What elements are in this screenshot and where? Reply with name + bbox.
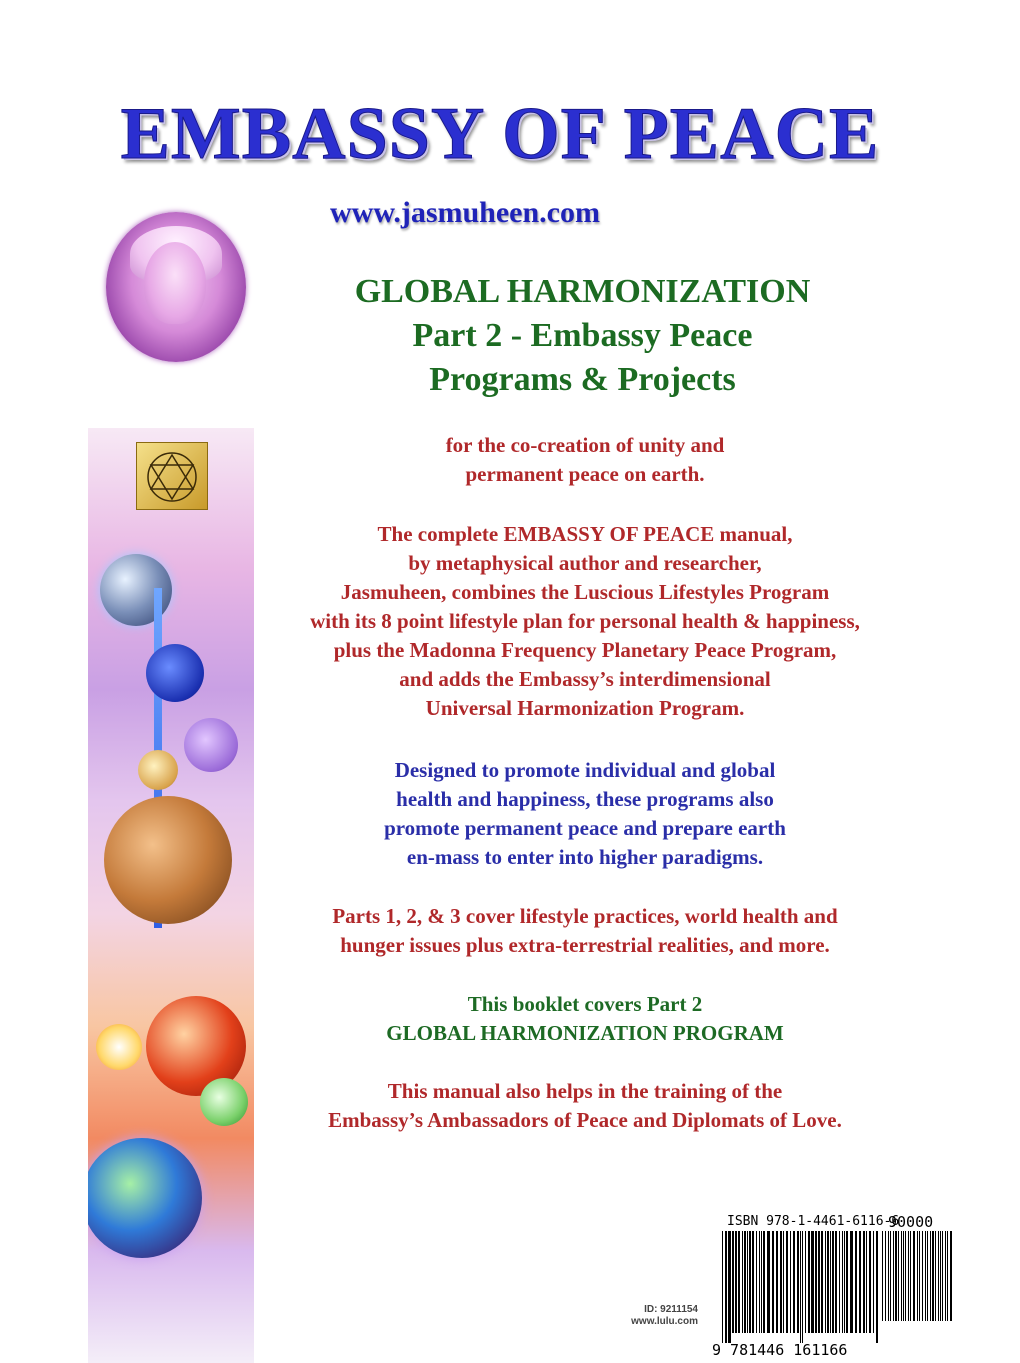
barcode-bar — [942, 1231, 943, 1321]
barcode-bar — [815, 1231, 817, 1333]
barcode-bar — [756, 1231, 757, 1333]
barcode-bar — [767, 1231, 770, 1333]
designed-paragraph — [270, 756, 900, 872]
barcode-bar — [825, 1231, 826, 1333]
designed-line: en-mass to enter into higher paradigms. — [406, 845, 764, 869]
heading-line-3: Programs & Projects — [429, 361, 736, 398]
barcode-bar — [759, 1231, 760, 1333]
barcode-bar — [917, 1231, 918, 1321]
parts-paragraph — [270, 902, 900, 960]
addon-barcode — [882, 1231, 952, 1343]
barcode-bar — [893, 1231, 894, 1321]
barcode-bar — [876, 1231, 878, 1343]
barcode-bar — [922, 1231, 923, 1321]
training-line: Embassy’s Ambassadors of Peace and Diplomats of Love. — [328, 1108, 842, 1132]
barcode-bar — [793, 1231, 795, 1333]
barcode-bar — [947, 1231, 948, 1321]
intro-paragraph — [270, 431, 900, 489]
barcode-addon-number: 90000 — [888, 1213, 934, 1231]
barcode-bar — [722, 1231, 723, 1343]
barcode-bar — [752, 1231, 754, 1333]
barcode-bar — [749, 1231, 751, 1333]
book-heading — [300, 270, 865, 402]
heading-line-2: Part 2 - Embassy Peace — [412, 317, 753, 354]
mars-planet-icon — [104, 796, 232, 924]
barcode-bar — [935, 1231, 936, 1321]
glow-orb-icon — [96, 1024, 142, 1070]
barcode-bar — [827, 1231, 829, 1333]
barcode-bar — [873, 1231, 874, 1333]
barcode-bar — [776, 1231, 778, 1333]
small-planet-icon — [138, 750, 178, 790]
manual-line: and adds the Embassy’s interdimensional — [399, 667, 771, 691]
barcode-bar — [800, 1231, 801, 1343]
publisher-site: www.lulu.com — [631, 1316, 698, 1327]
barcode-bar — [869, 1231, 871, 1333]
barcode-bar — [901, 1231, 902, 1321]
cover-title: EMBASSY OF PEACE — [120, 93, 880, 175]
barcode-bar — [744, 1231, 746, 1333]
barcode-bar — [790, 1231, 791, 1333]
barcode-bar — [747, 1231, 748, 1333]
barcode-bar — [797, 1231, 799, 1333]
barcode-bar — [761, 1231, 762, 1333]
barcode-bar — [882, 1231, 883, 1321]
barcode-bar — [925, 1231, 926, 1321]
barcode-bar — [885, 1231, 886, 1321]
barcode-bar — [725, 1231, 727, 1343]
violet-orb-icon — [184, 718, 238, 772]
booklet-line: This booklet covers Part 2 — [467, 992, 703, 1016]
barcode-bar — [913, 1231, 915, 1321]
barcode-bar — [830, 1231, 831, 1333]
barcode-bar — [859, 1231, 861, 1333]
barcode-bar — [898, 1231, 899, 1321]
manual-line: The complete EMBASSY OF PEACE manual, — [377, 522, 793, 546]
barcode-bar — [888, 1231, 889, 1321]
sacred-geometry-icon — [136, 442, 208, 510]
publisher-info — [572, 1304, 698, 1328]
barcode-bar — [850, 1231, 853, 1333]
barcode-bar — [732, 1231, 734, 1333]
barcode-bar — [772, 1231, 774, 1333]
barcode-bar — [910, 1231, 911, 1321]
isbn-label: ISBN 978-1-4461-6116-6 — [727, 1214, 900, 1229]
barcode-bar — [805, 1231, 806, 1333]
barcode-bar — [786, 1231, 788, 1333]
intro-line: permanent peace on earth. — [465, 462, 705, 486]
barcode-bar — [863, 1231, 865, 1333]
barcode-bar — [945, 1231, 946, 1321]
barcode-bar — [728, 1231, 731, 1343]
booklet-paragraph — [270, 990, 900, 1048]
intro-line: for the co-creation of unity and — [445, 433, 725, 457]
barcode-bar — [905, 1231, 906, 1321]
barcode-bar — [839, 1231, 840, 1333]
isbn-barcode — [722, 1231, 880, 1343]
training-line: This manual also helps in the training of the — [387, 1079, 783, 1103]
designed-line: Designed to promote individual and global — [394, 758, 776, 782]
barcode-bar — [930, 1231, 931, 1321]
designed-line: promote permanent peace and prepare earth — [384, 816, 786, 840]
barcode-bar — [903, 1231, 904, 1321]
barcode-bar — [832, 1231, 834, 1333]
portrait-face — [144, 242, 206, 324]
manual-line: by metaphysical author and researcher, — [408, 551, 762, 575]
barcode-bar — [940, 1231, 941, 1321]
heading-line-1: GLOBAL HARMONIZATION — [354, 273, 811, 310]
barcode-bar — [808, 1231, 810, 1333]
barcode-bar — [855, 1231, 857, 1333]
author-portrait — [106, 212, 246, 362]
parts-line: hunger issues plus extra-terrestrial realities, and more. — [340, 933, 830, 957]
blue-orb-icon — [146, 644, 204, 702]
barcode-bar — [821, 1231, 823, 1333]
barcode-bar — [938, 1231, 939, 1321]
barcode-digits: 9 781446 161166 — [712, 1341, 848, 1359]
manual-paragraph — [270, 520, 900, 723]
barcode-bar — [783, 1231, 784, 1333]
barcode-bar — [895, 1231, 897, 1321]
website-url: www.jasmuheen.com — [330, 196, 600, 229]
barcode-bar — [890, 1231, 891, 1321]
manual-line: Jasmuheen, combines the Luscious Lifestyles Program — [340, 580, 830, 604]
training-paragraph — [270, 1077, 900, 1135]
earth-globe-icon — [88, 1138, 202, 1258]
barcode-bar — [950, 1231, 952, 1321]
barcode-bar — [735, 1231, 737, 1333]
green-orb-icon — [200, 1078, 248, 1126]
manual-line: plus the Madonna Frequency Planetary Peace Program, — [333, 638, 837, 662]
publisher-id: ID: 9211154 — [644, 1304, 698, 1315]
barcode-bar — [842, 1231, 843, 1333]
booklet-line: GLOBAL HARMONIZATION PROGRAM — [386, 1021, 784, 1045]
barcode-bar — [763, 1231, 765, 1333]
barcode-bar — [866, 1231, 867, 1333]
barcode-bar — [811, 1231, 814, 1333]
barcode-bar — [927, 1231, 928, 1321]
barcode-bar — [742, 1231, 743, 1333]
barcode-bar — [908, 1231, 909, 1321]
barcode-bar — [919, 1231, 920, 1321]
barcode-bar — [846, 1231, 848, 1333]
barcode-bar — [844, 1231, 845, 1333]
barcode-bar — [738, 1231, 740, 1333]
barcode-bar — [780, 1231, 782, 1333]
barcode-bar — [835, 1231, 837, 1333]
manual-line: with its 8 point lifestyle plan for personal health & happiness, — [310, 609, 860, 633]
designed-line: health and happiness, these programs also — [396, 787, 774, 811]
parts-line: Parts 1, 2, & 3 cover lifestyle practices, world health and — [332, 904, 838, 928]
barcode-bar — [932, 1231, 934, 1321]
barcode-bar — [818, 1231, 820, 1333]
manual-line: Universal Harmonization Program. — [425, 696, 745, 720]
cosmic-artwork-strip — [88, 428, 254, 1363]
barcode-bar — [802, 1231, 803, 1343]
